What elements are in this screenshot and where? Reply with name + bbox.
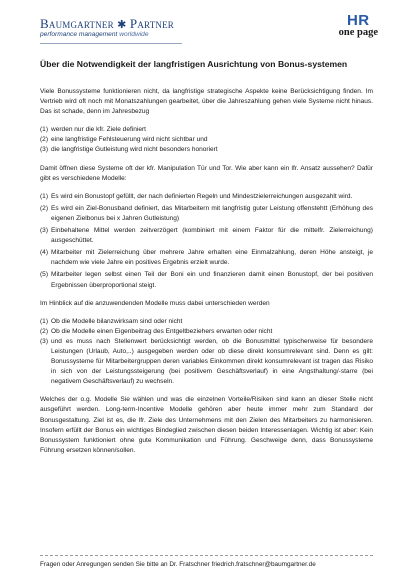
brand-name-left: Baumgartner: [40, 16, 114, 31]
tagline-main: performance management: [40, 31, 118, 38]
models-intro-paragraph: Damit öffnen diese Systeme oft der kfr. Manipulation Tür und Tor. Wie aber kann ein lfr. Ansatz aussehen? Dafür gibt es verschiedene Modelle:: [40, 164, 373, 182]
list-number: (1): [40, 192, 49, 200]
list-item: [40, 226, 373, 246]
list-number: (3): [40, 337, 49, 345]
list-item: [40, 204, 373, 224]
document-body: [40, 87, 373, 464]
list-text: Einbehaltene Mittel werden zeitverzögert (kombiniert mit einem Faktor für die mittelfr. Zielerreichung) ausgeschüttet.: [51, 227, 373, 245]
list-text: werden nur die kfr. Ziele definiert: [51, 126, 146, 134]
list-item: [40, 192, 373, 202]
list-item: [40, 270, 373, 290]
hr-one-page-logo: [339, 14, 378, 38]
list-item: [40, 327, 373, 337]
list-item: [40, 125, 373, 135]
list-text: und es muss nach Stellenwert berücksichtigt werden, ob die Bonusmittel typischerweise für besondere Leistungen (Urlaub, Auto,..) ausgegeben werden oder ob diese direkt konsumrelevant sind. Denn es gilt: Bonussysteme für Mitarbeitergruppen deren variables Einkommen direkt konsumrelevant ist tragen das Risiko in sich von der Leistungssteigerung (bei positivem Geschäftsverlauf) in eine Angsthaltung/-starre (bei negativem Geschäftsverlauf) zu wechseln.: [51, 337, 373, 386]
star-icon: ✱: [117, 19, 127, 31]
document-title: Über die Notwendigkeit der langfristigen Ausrichtung von Bonus-systemen: [40, 59, 348, 69]
intro-paragraph: Viele Bonussysteme funktionieren nicht, da langfristige strategische Aspekte keine Berücksichtigung finden. Im Vertrieb wird oft noch mit Monatszahlungen gearbeitet, über die Jahreszahlung gehen viele Systeme nicht hinaus. Das ist schade, denn im Jahresbezug: [40, 88, 373, 116]
header-divider: [40, 43, 182, 44]
footer-contact: Fragen oder Anregungen senden Sie bitte an Dr. Fratschner friedrich.fratschner@baumgartner.de: [40, 561, 316, 568]
document-header: [40, 12, 380, 52]
list-item: [40, 337, 373, 387]
list-text: die langfristige Gutleistung wird nicht besonders honoriert: [51, 146, 218, 154]
list-number: (3): [40, 146, 49, 154]
list-number: (1): [40, 126, 49, 134]
list-text: Ob die Modelle einen Eigenbeitrag des Entgeltbeziehers erwarten oder nicht: [51, 327, 273, 335]
brand-name-right: Partner: [129, 16, 175, 31]
list-item: [40, 145, 373, 155]
list-number: (1): [40, 317, 49, 325]
tagline-suffix: worldwide: [119, 31, 149, 38]
models-list: [40, 192, 373, 291]
list-number: (3): [40, 227, 49, 235]
list-text: Mitarbeiter legen selbst einen Teil der Boni ein und finanzieren damit einen Bonustopf, der bei positiven Ergebnissen überproportional steigt.: [51, 271, 373, 289]
list-number: (2): [40, 327, 49, 335]
list-text: eine langfristige Fehlsteuerung wird nicht sichtbar und: [51, 136, 208, 144]
list-number: (5): [40, 271, 49, 279]
hr-logo-text: HR: [346, 12, 370, 29]
conclusion-paragraph: Welches der o.g. Modelle Sie wählen und was die einzelnen Vorteile/Risiken sind kann an dieser Stelle nicht ausgeführt werden. Long-term-Incentive Modelle gehören aber heute immer mehr zum Standard der Bonusgestaltung. Ziel ist es, die lfr. Ziele des Unternehmens mit den Zielen des Mitarbeiters zu harmonisieren. Insofern erfüllt der Bonus ein wichtiges Bindeglied zwischen diesen beiden Interessenlagen. Wichtig ist aber: Kein Bonussystem funktioniert ohne gute Kommunikation und Führung. Geschweige denn, dass Bonussysteme Führung ersetzen können/sollen.: [40, 396, 373, 454]
list-item: [40, 317, 373, 327]
list-number: (2): [40, 136, 49, 144]
distinction-list: [40, 317, 373, 388]
list-text: Es wird ein Bonustopf gefüllt, der nach definierten Regeln und Mindestzielerreichungen ausgezahlt wird.: [51, 192, 353, 200]
list-text: Es wird ein Ziel-Bonusband definiert, das Mitarbeitern mit langfristig guter Leistung offenstehtt (Erhöhung des eigenen Zielbonus bei x Jahren Gutleistung): [51, 204, 373, 222]
company-tagline: [40, 31, 149, 38]
company-logo: [40, 16, 174, 32]
footer-divider: [40, 555, 373, 556]
list-number: (4): [40, 249, 49, 257]
list-text: Ob die Modelle bilanzwirksam sind oder nicht: [51, 317, 183, 325]
problem-list: [40, 125, 373, 155]
list-item: [40, 135, 373, 145]
list-item: [40, 248, 373, 268]
one-page-logo-text: one page: [338, 27, 378, 38]
list-text: Mitarbeiter mit Zielerreichung über mehrere Jahre erhalten eine Einmalzahlung, deren Höhe ansteigt, je nachdem wie viele Jahre ein positives Ergebnis erzielt wurde.: [51, 249, 373, 267]
list-number: (2): [40, 204, 49, 212]
distinction-paragraph: Im Hinblick auf die anzuwendenden Modelle muss dabei unterschieden werden: [40, 299, 270, 307]
